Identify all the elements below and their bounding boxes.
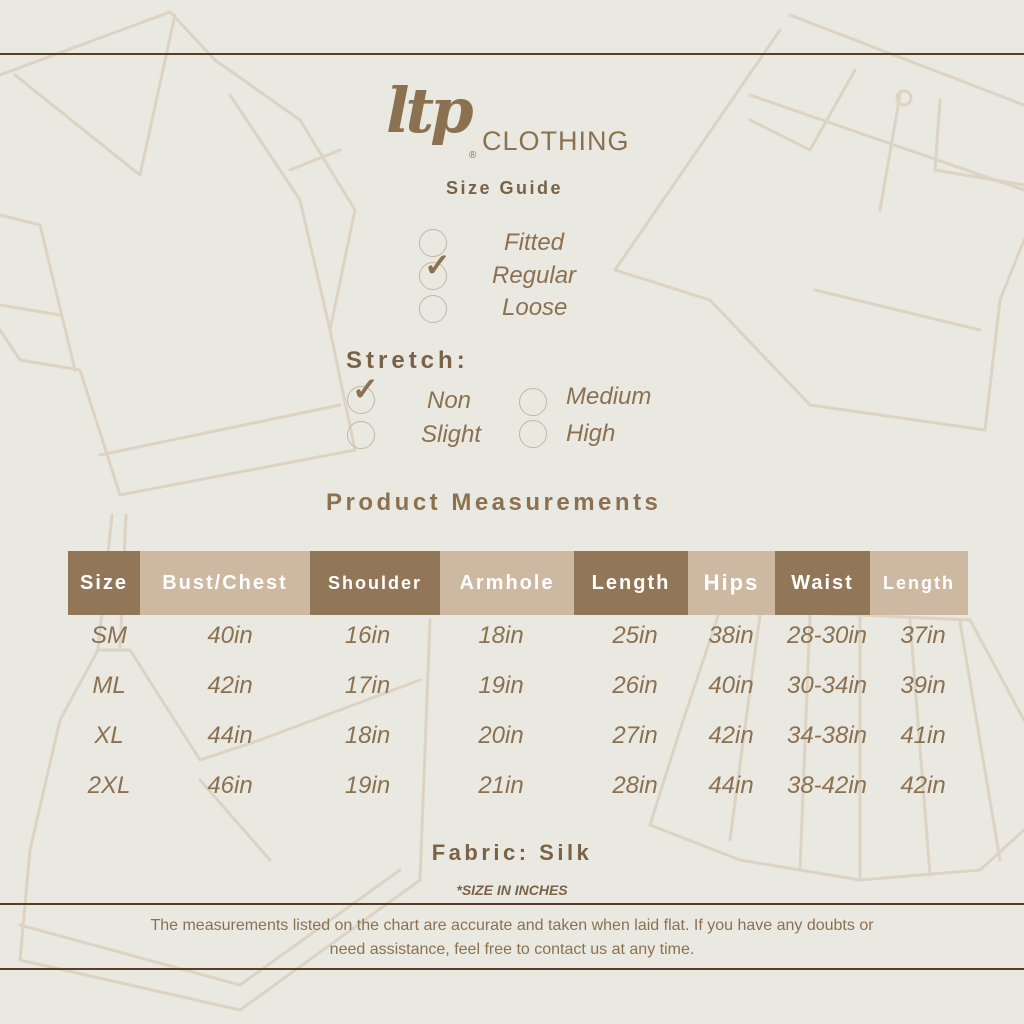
cell-skirt-length: 37in: [900, 622, 946, 649]
footer-bottom-divider: [0, 968, 1024, 970]
cell-armhole: 20in: [478, 722, 524, 749]
fit-loose-label: Loose: [502, 294, 568, 321]
stretch-medium-label: Medium: [566, 383, 652, 410]
header-size: Size: [68, 551, 140, 615]
cell-skirt-length: 39in: [900, 672, 946, 699]
cell-bust-chest: 46in: [207, 772, 253, 799]
cell-size: ML: [92, 672, 126, 699]
footer-top-divider: [0, 903, 1024, 905]
cell-skirt-length: 42in: [900, 772, 946, 799]
fit-fitted-label: Fitted: [504, 229, 565, 256]
measurements-heading: Product Measurements: [326, 489, 662, 516]
cell-hips: 38in: [708, 622, 754, 649]
cell-length: 26in: [612, 672, 658, 699]
checkmark-icon: ✓: [424, 247, 451, 283]
top-divider: [0, 53, 1024, 55]
header-length: Length: [574, 551, 688, 615]
stretch-high-radio[interactable]: [519, 420, 547, 448]
stretch-slight-radio[interactable]: [347, 421, 375, 449]
cell-size: SM: [91, 622, 127, 649]
cell-skirt-length: 41in: [900, 722, 946, 749]
cell-shoulder: 19in: [344, 772, 391, 799]
cell-shoulder: 17in: [344, 672, 391, 699]
cell-size: XL: [94, 722, 124, 749]
stretch-non-radio[interactable]: [347, 371, 379, 414]
brand-name: CLOTHING: [482, 126, 630, 156]
cell-bust-chest: 42in: [207, 672, 253, 699]
header-hips: Hips: [688, 551, 775, 615]
cell-waist: 28-30in: [786, 622, 868, 649]
header-bust-chest: Bust/Chest: [140, 551, 310, 615]
cell-length: 28in: [612, 772, 658, 799]
cell-hips: 44in: [708, 772, 754, 799]
stretch-high-label: High: [566, 420, 616, 447]
registered-mark: ®: [469, 150, 477, 161]
cell-bust-chest: 40in: [207, 622, 253, 649]
stretch-slight-label: Slight: [421, 421, 482, 448]
header-skirt-length: Length: [870, 551, 968, 615]
cell-hips: 42in: [708, 722, 754, 749]
header-shoulder: Shoulder: [310, 551, 440, 615]
units-note: *SIZE IN INCHES: [456, 882, 568, 898]
cell-waist: 38-42in: [786, 772, 868, 799]
cell-waist: 34-38in: [786, 722, 868, 749]
fabric-label: Fabric: Silk: [431, 840, 593, 865]
stretch-medium-radio[interactable]: [519, 388, 547, 416]
cell-length: 25in: [612, 622, 658, 649]
fit-regular-radio[interactable]: [419, 247, 451, 290]
fit-loose-radio[interactable]: [419, 295, 447, 323]
cell-waist: 30-34in: [786, 672, 868, 699]
header-armhole: Armhole: [440, 551, 574, 615]
checkmark-icon: ✓: [352, 371, 379, 407]
cell-armhole: 21in: [478, 772, 524, 799]
cell-bust-chest: 44in: [207, 722, 253, 749]
cell-shoulder: 18in: [344, 722, 391, 749]
header-waist: Waist: [775, 551, 870, 615]
cell-size: 2XL: [87, 772, 131, 799]
cell-armhole: 19in: [478, 672, 524, 699]
cell-armhole: 18in: [478, 622, 524, 649]
stretch-non-label: Non: [427, 387, 472, 414]
page-subtitle: Size Guide: [446, 178, 564, 198]
cell-shoulder: 16in: [344, 622, 391, 649]
measurement-disclaimer: The measurements listed on the chart are accurate and taken when laid flat. If you have any doubts or need assistance, feel free to contact us at any time.: [150, 917, 874, 958]
fit-regular-label: Regular: [492, 262, 577, 289]
cell-length: 27in: [612, 722, 658, 749]
stretch-heading: Stretch:: [346, 347, 469, 374]
cell-hips: 40in: [708, 672, 754, 699]
brand-logo-mark: ltp: [386, 74, 470, 147]
